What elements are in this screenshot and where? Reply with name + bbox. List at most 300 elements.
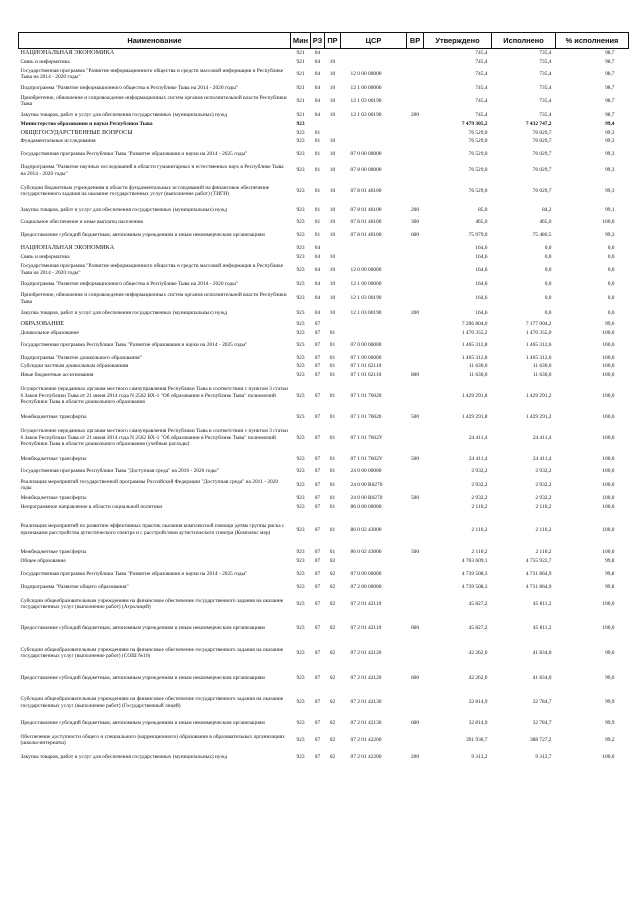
row-executed: 41 834,0: [532, 650, 552, 657]
table-row: [19, 362, 629, 371]
row-percent: 98,7: [605, 58, 615, 65]
row-percent: 99,3: [605, 167, 615, 174]
row-csr: 07 8 01 46100: [350, 187, 382, 194]
row-pr: 02: [329, 570, 336, 577]
row-name: Субсидии бюджетным учреждениям в области фундаментальных исследований на финансовое обеспечение государственного задания на оказание государственных услуг (выполнение работ) (ТИГИ): [20, 184, 270, 198]
row-name: НАЦИОНАЛЬНАЯ ЭКОНОМИКА: [20, 49, 115, 56]
row-csr: 07 2 01 42120: [350, 650, 382, 657]
row-csr: 07 1 00 00000: [350, 354, 382, 361]
row-vr: [407, 380, 424, 413]
row-pr: 10: [329, 309, 336, 316]
row-percent: 99,2: [605, 736, 615, 743]
row-rz: 07: [314, 625, 321, 632]
row-percent: 100,0: [602, 456, 615, 463]
row-rz: 07: [314, 342, 321, 349]
row-name: Подпрограмма "Развитие дошкольного образования": [20, 354, 142, 361]
row-rz: 07: [314, 354, 321, 361]
row-vr: 200: [410, 309, 420, 316]
row-pr: 02: [329, 754, 336, 761]
row-name: Министерство образования и науки Республики Тыва: [20, 121, 153, 128]
row-rz: 07: [314, 456, 321, 463]
row-csr: [341, 557, 407, 566]
row-min: 923: [296, 434, 305, 441]
row-name: Обеспечение доступности общего и специального (коррекционного) образования в образовательных организациях (школы-интернаты): [20, 733, 285, 747]
row-pr: 01: [329, 494, 336, 501]
row-csr: 86 0 02 43000: [350, 526, 382, 533]
row-percent: 100,0: [602, 342, 615, 349]
row-csr: [341, 253, 407, 262]
row-min: 923: [296, 129, 305, 136]
row-pr: [325, 120, 341, 129]
row-name: Государственная программа Республики Тыва "Доступная среда" на 2016 - 2020 годы": [20, 467, 219, 474]
row-name: Реализация мероприятий по развитию эффективных практик оказания комплексной помощи детям группы риска с признаками расстройства аутистического спектра и с расстройством аутистического спектра (Комплекс мер): [20, 523, 285, 537]
row-percent: 99,0: [605, 650, 615, 657]
row-approved: 164,6: [475, 295, 488, 302]
row-vr: 500: [410, 494, 420, 501]
row-min: 921: [296, 58, 305, 65]
row-name: Межбюджетные трансферты: [20, 548, 87, 555]
row-executed: 32 784,7: [532, 699, 552, 706]
row-executed: 2 932,2: [535, 467, 552, 474]
row-pr: 10: [329, 232, 336, 239]
table-row: [19, 227, 629, 243]
row-approved: 7 206 804,0: [461, 321, 488, 328]
row-executed: 1 470 355,0: [525, 329, 552, 336]
row-min: 923: [296, 363, 305, 370]
table-row: [19, 641, 629, 666]
row-vr: [407, 566, 424, 582]
row-rz: 07: [314, 467, 321, 474]
row-rz: 07: [314, 736, 321, 743]
row-csr: 07 1 01 76020: [350, 392, 382, 399]
row-pr: 10: [329, 280, 336, 287]
row-percent: 98,7: [605, 98, 615, 105]
row-csr: 24 0 00 00000: [350, 467, 382, 474]
row-name: Осуществление переданных органам местного самоуправления Республики Тыва в соответствии с пунктом 3 статьи 6 Закон Республики Тыва от 21 июня 2014 года N 2562 ВХ-1 "Об образовании в Республике Тыва" полномочий Республики Тыва в области дошкольного образования: [20, 386, 288, 406]
row-pr: 02: [329, 600, 336, 607]
row-min: 923: [296, 206, 305, 213]
row-min: 923: [296, 413, 305, 420]
table-row: [19, 83, 629, 94]
row-vr: 500: [410, 548, 420, 555]
row-name: Предоставление субсидий бюджетным, автономным учреждениям и иным некоммерческим организациям: [20, 625, 265, 632]
row-vr: [407, 354, 424, 363]
row-approved: 164,6: [475, 266, 488, 273]
row-rz: 07: [314, 754, 321, 761]
row-approved: 164,6: [475, 309, 488, 316]
row-min: 923: [296, 699, 305, 706]
row-name: Закупка товаров, работ и услуг для обеспечения государственных (муниципальных) нужд: [20, 309, 228, 316]
row-executed: 32 784,7: [532, 719, 552, 726]
row-pr: 10: [329, 253, 336, 260]
row-csr: 07 0 00 00000: [350, 150, 382, 157]
row-rz: 07: [314, 329, 321, 336]
row-csr: 12 0 00 00000: [350, 266, 382, 273]
row-approved: 745,4: [475, 50, 488, 56]
row-approved: 11 630,0: [468, 372, 488, 378]
row-percent: 100,0: [602, 754, 615, 761]
row-vr: 600: [410, 674, 420, 681]
row-approved: 45 827,2: [468, 625, 488, 632]
table-row: [19, 278, 629, 290]
row-min: 921: [296, 111, 305, 118]
row-csr: 12 0 00 00000: [350, 71, 382, 78]
row-vr: [407, 513, 424, 547]
row-pr: 10: [329, 71, 336, 78]
row-name: Социальное обеспечение и иные выплаты населению: [20, 218, 144, 225]
row-vr: [407, 290, 424, 306]
row-rz: 07: [314, 372, 321, 378]
row-approved: 32 814,9: [468, 699, 488, 706]
row-executed: 76 029,7: [532, 138, 552, 145]
row-rz: 07: [314, 570, 321, 577]
row-min: 923: [296, 121, 305, 128]
row-executed: 0,0: [544, 280, 552, 287]
row-percent: 100,0: [602, 600, 615, 607]
table-row: [19, 110, 629, 121]
table-row: [19, 715, 629, 731]
row-executed: 41 834,0: [532, 674, 552, 681]
row-vr: [407, 362, 424, 371]
row-rz: 07: [314, 650, 321, 657]
row-executed: 24 411,4: [532, 456, 552, 463]
row-approved: 2 110,2: [471, 548, 488, 555]
row-rz: 01: [314, 232, 321, 239]
row-rz: 04: [314, 111, 321, 118]
row-approved: 24 411,4: [468, 456, 488, 463]
row-vr: [407, 592, 424, 617]
row-executed: 9 312,7: [535, 754, 552, 761]
row-name: Иные бюджетные ассигнования: [20, 372, 94, 378]
row-executed: 7 177 004,2: [525, 321, 552, 328]
table-row: [19, 244, 629, 253]
table-row: [19, 666, 629, 691]
row-percent: 100,0: [602, 526, 615, 533]
row-rz: 07: [314, 583, 321, 590]
row-pr: 10: [329, 138, 336, 145]
table-row: [19, 93, 629, 109]
row-approved: 11 630,0: [468, 363, 488, 370]
row-vr: [407, 129, 424, 138]
row-min: 923: [296, 482, 305, 489]
row-vr: [407, 146, 424, 162]
row-csr: 07 2 01 42110: [350, 625, 382, 632]
row-vr: [407, 49, 424, 58]
row-rz: 07: [314, 363, 321, 370]
row-min: 921: [296, 98, 305, 105]
table-row: [19, 454, 629, 465]
row-rz: 04: [314, 244, 321, 251]
table-row: [19, 320, 629, 329]
row-executed: 76 029,7: [532, 150, 552, 157]
row-percent: 100,0: [602, 494, 615, 501]
row-vr: 500: [410, 456, 420, 463]
row-min: 923: [296, 558, 305, 565]
row-vr: [407, 262, 424, 278]
row-min: 923: [296, 309, 305, 316]
table-row: [19, 58, 629, 67]
row-rz: 07: [314, 674, 321, 681]
row-percent: 100,0: [602, 363, 615, 370]
row-vr: 200: [410, 754, 420, 761]
row-percent: 100,0: [602, 354, 615, 361]
row-executed: 1 465 312,6: [525, 354, 552, 361]
row-vr: [407, 244, 424, 253]
row-pr: 02: [329, 674, 336, 681]
row-vr: [407, 93, 424, 109]
row-name: Связь и информатика: [20, 58, 70, 65]
table-row: [19, 253, 629, 262]
row-approved: 2 932,2: [471, 494, 488, 501]
row-executed: 4 755 922,7: [525, 558, 552, 565]
row-csr: 07 2 01 42200: [350, 754, 382, 761]
row-name: Непрограммное направление в области социальной политики: [20, 504, 163, 511]
row-name: Подпрограмма "Развитие информационного общества в Республике Тыва на 2014 - 2020 годы": [20, 84, 239, 91]
header-vr: ВР: [407, 33, 424, 49]
header-executed: Исполнено: [492, 33, 556, 49]
table-row: [19, 592, 629, 617]
row-approved: 164,6: [475, 244, 488, 251]
row-rz: 01: [314, 150, 321, 157]
row-pr: 01: [329, 456, 336, 463]
row-pr: 01: [329, 413, 336, 420]
row-csr: 07 1 01 7602У: [350, 434, 383, 441]
table-row: [19, 129, 629, 138]
row-name: Субсидии общеобразовательным учреждениям на финансовое обеспечение государственного задания на оказание государственных услуг (выполнение работ) (Государственный лицей): [20, 695, 284, 709]
row-approved: 9 313,2: [471, 754, 488, 761]
row-min: 923: [296, 138, 305, 145]
row-min: 923: [296, 570, 305, 577]
row-pr: 10: [329, 295, 336, 302]
table-row: [19, 513, 629, 547]
row-name: Приобретение, обновление и сопровождение информационных систем органов исполнительной власти Республики Тыва: [20, 291, 287, 305]
row-pr: 01: [329, 482, 336, 489]
row-name: Связь и информатика: [20, 253, 70, 260]
row-csr: 07 0 00 00000: [350, 342, 382, 349]
row-min: 923: [296, 253, 305, 260]
row-min: 923: [296, 266, 305, 273]
row-percent: 99,9: [605, 699, 615, 706]
row-percent: 0,0: [607, 266, 615, 273]
row-pr: 01: [329, 504, 336, 511]
header-min: Мин: [291, 33, 311, 49]
row-rz: 07: [314, 719, 321, 726]
row-min: 923: [296, 392, 305, 399]
table-row: [19, 203, 629, 216]
row-rz: 04: [314, 266, 321, 273]
row-executed: 75 480,5: [532, 232, 552, 239]
row-csr: 07 1 01 7602У: [350, 456, 383, 463]
row-pr: 10: [329, 206, 336, 213]
row-executed: 0,0: [544, 266, 552, 273]
row-executed: 735,4: [539, 71, 552, 78]
row-min: 923: [296, 548, 305, 555]
row-rz: 04: [314, 280, 321, 287]
table-row: [19, 262, 629, 278]
row-pr: 10: [329, 218, 336, 225]
row-name: ОБРАЗОВАНИЕ: [20, 320, 64, 328]
header-name: Наименование: [19, 33, 291, 49]
row-min: 923: [296, 244, 305, 251]
row-pr: 02: [329, 650, 336, 657]
row-percent: 0,0: [607, 244, 615, 251]
row-name: Предоставление субсидий бюджетным, автономным учреждениям и иным некоммерческим организациям: [20, 719, 265, 726]
row-csr: [341, 58, 407, 67]
row-executed: 0,0: [544, 244, 552, 251]
table-row: [19, 354, 629, 363]
row-approved: 42 262,0: [468, 650, 488, 657]
row-executed: 1 429 291,2: [525, 392, 552, 399]
row-pr: 10: [329, 98, 336, 105]
table-row: [19, 690, 629, 715]
row-csr: [341, 329, 407, 338]
row-min: 923: [296, 674, 305, 681]
row-name: Дошкольное образование: [20, 329, 79, 336]
row-pr: 10: [329, 150, 336, 157]
table-row: [19, 66, 629, 82]
row-min: 923: [296, 372, 305, 378]
row-rz: 07: [314, 434, 321, 441]
row-min: 923: [296, 321, 305, 328]
row-percent: 0,0: [607, 280, 615, 287]
row-pr: 02: [329, 625, 336, 632]
row-approved: 76 529,0: [468, 129, 488, 136]
row-min: 923: [296, 354, 305, 361]
row-min: 923: [296, 456, 305, 463]
row-approved: 85,0: [478, 206, 488, 213]
row-min: 923: [296, 754, 305, 761]
row-vr: 600: [410, 625, 420, 632]
row-csr: 07 0 00 00000: [350, 570, 382, 577]
row-executed: 24 411,4: [532, 434, 552, 441]
row-min: 923: [296, 232, 305, 239]
row-pr: 01: [329, 526, 336, 533]
row-percent: 100,0: [602, 392, 615, 399]
row-pr: [325, 129, 341, 138]
row-rz: [311, 120, 325, 129]
row-min: 923: [296, 625, 305, 632]
row-pr: 01: [329, 329, 336, 336]
table-row: [19, 179, 629, 204]
table-row: [19, 566, 629, 582]
row-rz: 01: [314, 129, 321, 136]
row-percent: 98,7: [605, 71, 615, 78]
row-name: Общее образование: [20, 558, 66, 565]
row-percent: 98,7: [605, 84, 615, 91]
row-approved: 4 739 508,3: [461, 570, 488, 577]
row-approved: 76 529,0: [468, 167, 488, 174]
row-percent: 100,0: [602, 504, 615, 511]
table-row: [19, 120, 629, 129]
row-min: 923: [296, 600, 305, 607]
row-min: 923: [296, 736, 305, 743]
row-csr: 07 2 01 42120: [350, 674, 382, 681]
row-percent: 100,0: [602, 218, 615, 225]
row-percent: 99,0: [605, 674, 615, 681]
row-vr: 600: [410, 232, 420, 239]
table-row: [19, 465, 629, 477]
row-min: 923: [296, 504, 305, 511]
row-executed: 0,0: [544, 309, 552, 316]
row-percent: 99,8: [605, 558, 615, 565]
row-executed: 465,0: [539, 218, 552, 225]
row-executed: 76 029,7: [532, 187, 552, 194]
row-approved: 2 110,2: [471, 526, 488, 533]
row-vr: [407, 137, 424, 146]
row-approved: 391 936,7: [465, 736, 488, 743]
table-row: [19, 412, 629, 421]
row-name: Предоставление субсидий бюджетным, автономным учреждениям и иным некоммерческим организациям: [20, 674, 265, 681]
row-approved: 75 979,0: [468, 232, 488, 239]
row-vr: [407, 120, 424, 129]
row-csr: 86 0 00 00000: [350, 504, 382, 511]
row-rz: 07: [314, 321, 321, 328]
row-rz: 04: [314, 84, 321, 91]
row-approved: 2 932,2: [471, 482, 488, 489]
row-pr: 10: [329, 266, 336, 273]
header-csr: ЦСР: [341, 33, 407, 49]
row-name: Закупка товаров, работ и услуг для обеспечения государственных (муниципальных) нужд: [20, 111, 228, 118]
row-executed: 45 811,2: [532, 600, 552, 607]
row-approved: 164,6: [475, 253, 488, 260]
table-row: [19, 217, 629, 228]
table-row: [19, 421, 629, 454]
row-percent: 100,0: [602, 372, 615, 378]
row-rz: 01: [314, 218, 321, 225]
row-vr: 800: [410, 372, 420, 378]
row-min: 923: [296, 583, 305, 590]
row-rz: 01: [314, 167, 321, 174]
row-name: Подпрограмма "Развитие общего образования": [20, 583, 129, 590]
row-percent: 0,0: [607, 309, 615, 316]
row-vr: [407, 557, 424, 566]
row-pr: [325, 320, 341, 329]
row-csr: 07 1 01 62110: [350, 372, 382, 378]
row-name: Межбюджетные трансферты: [20, 494, 87, 501]
row-approved: 1 465 312,8: [461, 342, 488, 349]
table-body: [19, 49, 629, 766]
table-header-row: [19, 33, 629, 49]
row-pr: 01: [329, 434, 336, 441]
row-rz: 07: [314, 482, 321, 489]
row-vr: [407, 582, 424, 592]
row-csr: [341, 129, 407, 138]
row-vr: [407, 502, 424, 513]
row-name: Закупка товаров, работ и услуг для обеспечения государственных (муниципальных) нужд: [20, 206, 228, 213]
row-executed: 735,4: [539, 98, 552, 105]
row-pr: 10: [329, 111, 336, 118]
row-vr: 500: [410, 413, 420, 420]
row-pr: 10: [329, 187, 336, 194]
row-executed: 2 932,2: [535, 494, 552, 501]
row-min: 923: [296, 295, 305, 302]
row-executed: 4 731 864,9: [525, 583, 552, 590]
row-pr: 01: [329, 548, 336, 555]
row-percent: 99,4: [605, 121, 615, 128]
row-approved: 465,0: [475, 218, 488, 225]
row-min: 923: [296, 280, 305, 287]
row-csr: 07 2 01 42130: [350, 699, 382, 706]
row-name: Государственная программа "Развитие информационного общества и средств массовой информации в Республике Тыва на 2014 - 2020 годы": [20, 263, 284, 276]
row-name: Межбюджетные трансферты: [20, 456, 87, 463]
row-rz: 01: [314, 138, 321, 145]
row-percent: 99,8: [605, 570, 615, 577]
row-rz: 04: [314, 50, 321, 56]
row-name: Государственная программа Республики Тыва "Развитие образования и науки на 2014 - 2025 годы": [20, 570, 248, 577]
row-executed: 2 110,2: [535, 526, 552, 533]
row-executed: 11 630,0: [532, 363, 552, 370]
row-rz: 04: [314, 295, 321, 302]
